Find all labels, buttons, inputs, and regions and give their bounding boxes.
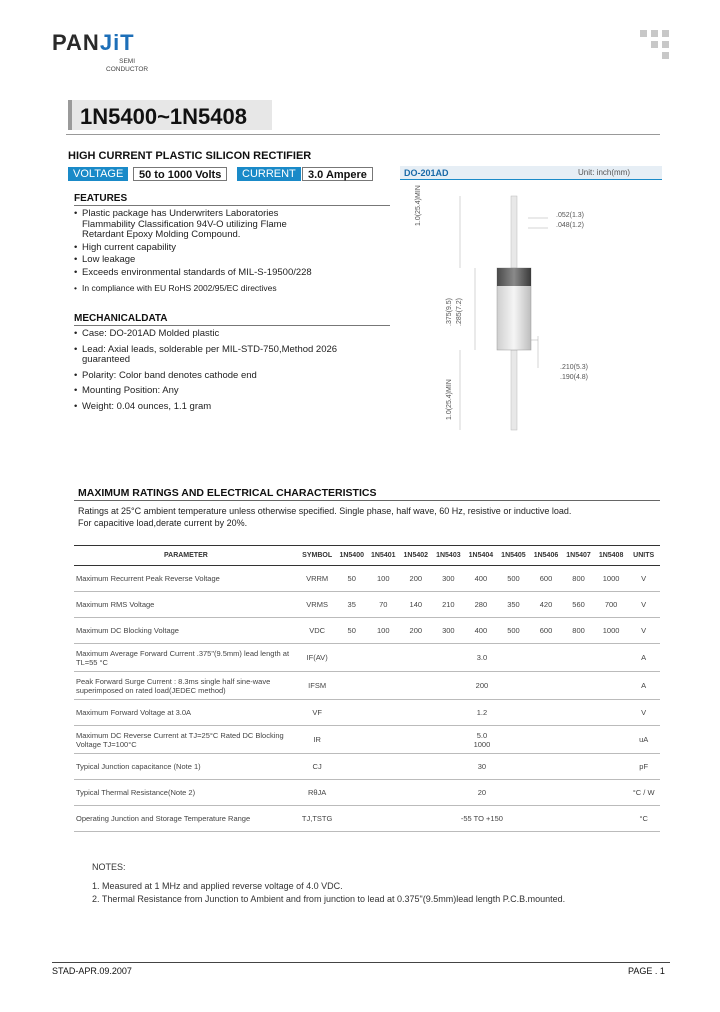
value-cell: 140 (400, 592, 433, 618)
table-row (74, 806, 660, 832)
symbol-cell: VRRM (298, 566, 337, 592)
value-cell: 200 (400, 618, 433, 644)
value-cell (336, 726, 627, 754)
column-header: 1N5405 (497, 546, 530, 566)
value-cell: 70 (367, 592, 400, 618)
features-heading: FEATURES (74, 193, 128, 204)
list-item: • Plastic package has Underwriters Laboratories Flammability Classification 94V-O utilizing Flame Retardant Epoxy Molding Compound. (74, 209, 324, 241)
unit-cell: A (627, 644, 660, 672)
column-header: 1N5404 (465, 546, 498, 566)
value-cell: 100 (367, 618, 400, 644)
ratings-note-2: For capacitive load,derate current by 20%. (78, 518, 248, 528)
unit-cell: °C (627, 806, 660, 832)
column-header: 1N5401 (367, 546, 400, 566)
title-divider (66, 134, 660, 135)
dim-body-dia-2: .190(4.8) (560, 374, 589, 381)
value-cell: 600 (530, 566, 563, 592)
unit-cell: uA (627, 726, 660, 754)
value-cell: 50 (336, 618, 367, 644)
symbol-cell: VDC (298, 618, 337, 644)
value-cell: 210 (432, 592, 465, 618)
value-cell: 420 (530, 592, 563, 618)
param-cell: Typical Thermal Resistance(Note 2) (74, 780, 298, 806)
value-cell: 200 (336, 672, 627, 700)
mechanical-divider (74, 325, 390, 326)
value-cell: 30 (336, 754, 627, 780)
current-value: 3.0 Ampere (302, 167, 373, 181)
dim-body-length-2: .285(7.2) (456, 297, 463, 326)
value-cell: 280 (465, 592, 498, 618)
symbol-cell: IR (298, 726, 337, 754)
param-cell: Maximum RMS Voltage (74, 592, 298, 618)
value-cell: -55 TO +150 (336, 806, 627, 832)
unit-cell: pF (627, 754, 660, 780)
value-cell: 50 (336, 566, 367, 592)
value-cell: 350 (497, 592, 530, 618)
list-item: • Low leakage (74, 255, 404, 266)
mechanical-heading: MECHANICALDATA (74, 313, 168, 324)
table-row (74, 592, 660, 618)
dim-lead-dia-1: .052(1.3) (556, 212, 585, 219)
column-header: 1N5403 (432, 546, 465, 566)
param-cell: Maximum DC Blocking Voltage (74, 618, 298, 644)
column-header: UNITS (627, 546, 660, 566)
table-row (74, 566, 660, 592)
note-1: 1. Measured at 1 MHz and applied reverse voltage of 4.0 VDC. (92, 881, 343, 891)
list-item: • Polarity: Color band denotes cathode end (74, 371, 404, 382)
column-header: 1N5406 (530, 546, 563, 566)
value-cell: 3.0 (336, 644, 627, 672)
list-item: • Mounting Position: Any (74, 386, 404, 397)
column-header: SYMBOL (298, 546, 337, 566)
footer-doc-id: STAD-APR.09.2007 (52, 966, 132, 976)
value-cell: 100 (367, 566, 400, 592)
column-header: 1N5407 (562, 546, 595, 566)
value-cell: 300 (432, 566, 465, 592)
list-item: • Exceeds environmental standards of MIL-S-19500/228 (74, 268, 404, 279)
symbol-cell: RθJA (298, 780, 337, 806)
value-cell: 1000 (595, 566, 628, 592)
list-item: • High current capability (74, 243, 404, 254)
table-row (74, 618, 660, 644)
column-header: PARAMETER (74, 546, 298, 566)
unit-cell: V (627, 618, 660, 644)
ratings-note-1: Ratings at 25°C ambient temperature unless otherwise specified. Single phase, half wave, 60 Hz, resistive or inductive load. (78, 506, 572, 516)
voltage-label: VOLTAGE (68, 167, 128, 181)
unit-cell: A (627, 672, 660, 700)
note-2: 2. Thermal Resistance from Junction to Ambient and from junction to lead at 0.375"(9.5mm)lead length P.C.B.mounted. (92, 894, 566, 904)
package-name: DO-201AD (404, 168, 449, 178)
value-cell: 500 (497, 618, 530, 644)
dim-lead-dia-2: .048(1.2) (556, 222, 585, 229)
notes-heading: NOTES: (92, 862, 126, 872)
value-cell: 500 (497, 566, 530, 592)
symbol-cell: VF (298, 700, 337, 726)
list-item: • Weight: 0.04 ounces, 1.1 gram (74, 402, 404, 413)
table-row (74, 726, 660, 754)
package-unit: Unit: inch(mm) (578, 168, 631, 177)
value-cell: 1000 (595, 618, 628, 644)
unit-cell: °C / W (627, 780, 660, 806)
value-cell: 35 (336, 592, 367, 618)
ir-value-25c: 5.0 (476, 730, 488, 740)
mechanical-list (74, 329, 404, 414)
lead-top (511, 196, 517, 268)
column-header: 1N5408 (595, 546, 628, 566)
dim-body-length-1: .375(9.5) (446, 297, 453, 326)
param-cell: Typical Junction capacitance (Note 1) (74, 754, 298, 780)
unit-cell: V (627, 700, 660, 726)
param-cell: Maximum Average Forward Current .375"(9.5mm) lead length at TL=55 °C (74, 644, 298, 672)
product-subtitle: HIGH CURRENT PLASTIC SILICON RECTIFIER (68, 150, 312, 162)
value-cell: 600 (530, 618, 563, 644)
voltage-value: 50 to 1000 Volts (133, 167, 227, 181)
footer-page-number: PAGE . 1 (628, 966, 665, 976)
list-item: • Case: DO-201AD Molded plastic (74, 329, 404, 340)
value-cell: 400 (465, 618, 498, 644)
ratings-heading: MAXIMUM RATINGS AND ELECTRICAL CHARACTERISTICS (78, 487, 377, 499)
table-row (74, 672, 660, 700)
page-title: 1N5400~1N5408 (80, 104, 247, 129)
dim-lead-length-top: 1.0(25.4)MIN (415, 185, 422, 226)
features-divider (74, 205, 390, 206)
table-row (74, 700, 660, 726)
param-cell: Maximum DC Reverse Current at TJ=25°C Rated DC Blocking Voltage TJ=100°C (74, 726, 298, 754)
ir-value-100c: 1000 (473, 739, 491, 749)
symbol-cell: IF(AV) (298, 644, 337, 672)
param-cell: Maximum Forward Voltage at 3.0A (74, 700, 298, 726)
symbol-cell: CJ (298, 754, 337, 780)
column-header: 1N5400 (336, 546, 367, 566)
lead-bottom (511, 350, 517, 430)
param-cell: Operating Junction and Storage Temperature Range (74, 806, 298, 832)
current-label: CURRENT (237, 167, 301, 181)
symbol-cell: VRMS (298, 592, 337, 618)
symbol-cell: IFSM (298, 672, 337, 700)
list-item: • In compliance with EU RoHS 2002/95/EC directives (74, 283, 404, 294)
package-outline-diagram (400, 182, 662, 442)
ratings-table (74, 545, 660, 832)
param-cell: Peak Forward Surge Current : 8.3ms single half sine-wave superimposed on rated load(JEDEC method) (74, 672, 298, 700)
value-cell: 300 (432, 618, 465, 644)
dim-body-dia-1: .210(5.3) (560, 364, 589, 371)
value-cell: 560 (562, 592, 595, 618)
param-cell: Maximum Recurrent Peak Reverse Voltage (74, 566, 298, 592)
value-cell: 200 (400, 566, 433, 592)
value-cell: 1.2 (336, 700, 627, 726)
cathode-band (497, 268, 531, 286)
column-header: 1N5402 (400, 546, 433, 566)
value-cell: 700 (595, 592, 628, 618)
ratings-divider (74, 500, 660, 501)
brand-logo: PANJiT (52, 30, 135, 55)
dim-lead-length-bottom: 1.0(25.4)MIN (446, 379, 453, 420)
unit-cell: V (627, 566, 660, 592)
corner-dots-icon (640, 30, 670, 60)
features-list (74, 209, 404, 296)
table-header-row (74, 546, 660, 566)
brand-tagline: SEMI CONDUCTOR (106, 58, 149, 73)
table-row (74, 644, 660, 672)
table-row (74, 780, 660, 806)
symbol-cell: TJ,TSTG (298, 806, 337, 832)
list-item: • Lead: Axial leads, solderable per MIL-STD-750,Method 2026 guaranteed (74, 345, 364, 366)
table-row (74, 754, 660, 780)
unit-cell: V (627, 592, 660, 618)
footer-divider (52, 962, 670, 963)
value-cell: 800 (562, 618, 595, 644)
value-cell: 800 (562, 566, 595, 592)
value-cell: 20 (336, 780, 627, 806)
value-cell: 400 (465, 566, 498, 592)
